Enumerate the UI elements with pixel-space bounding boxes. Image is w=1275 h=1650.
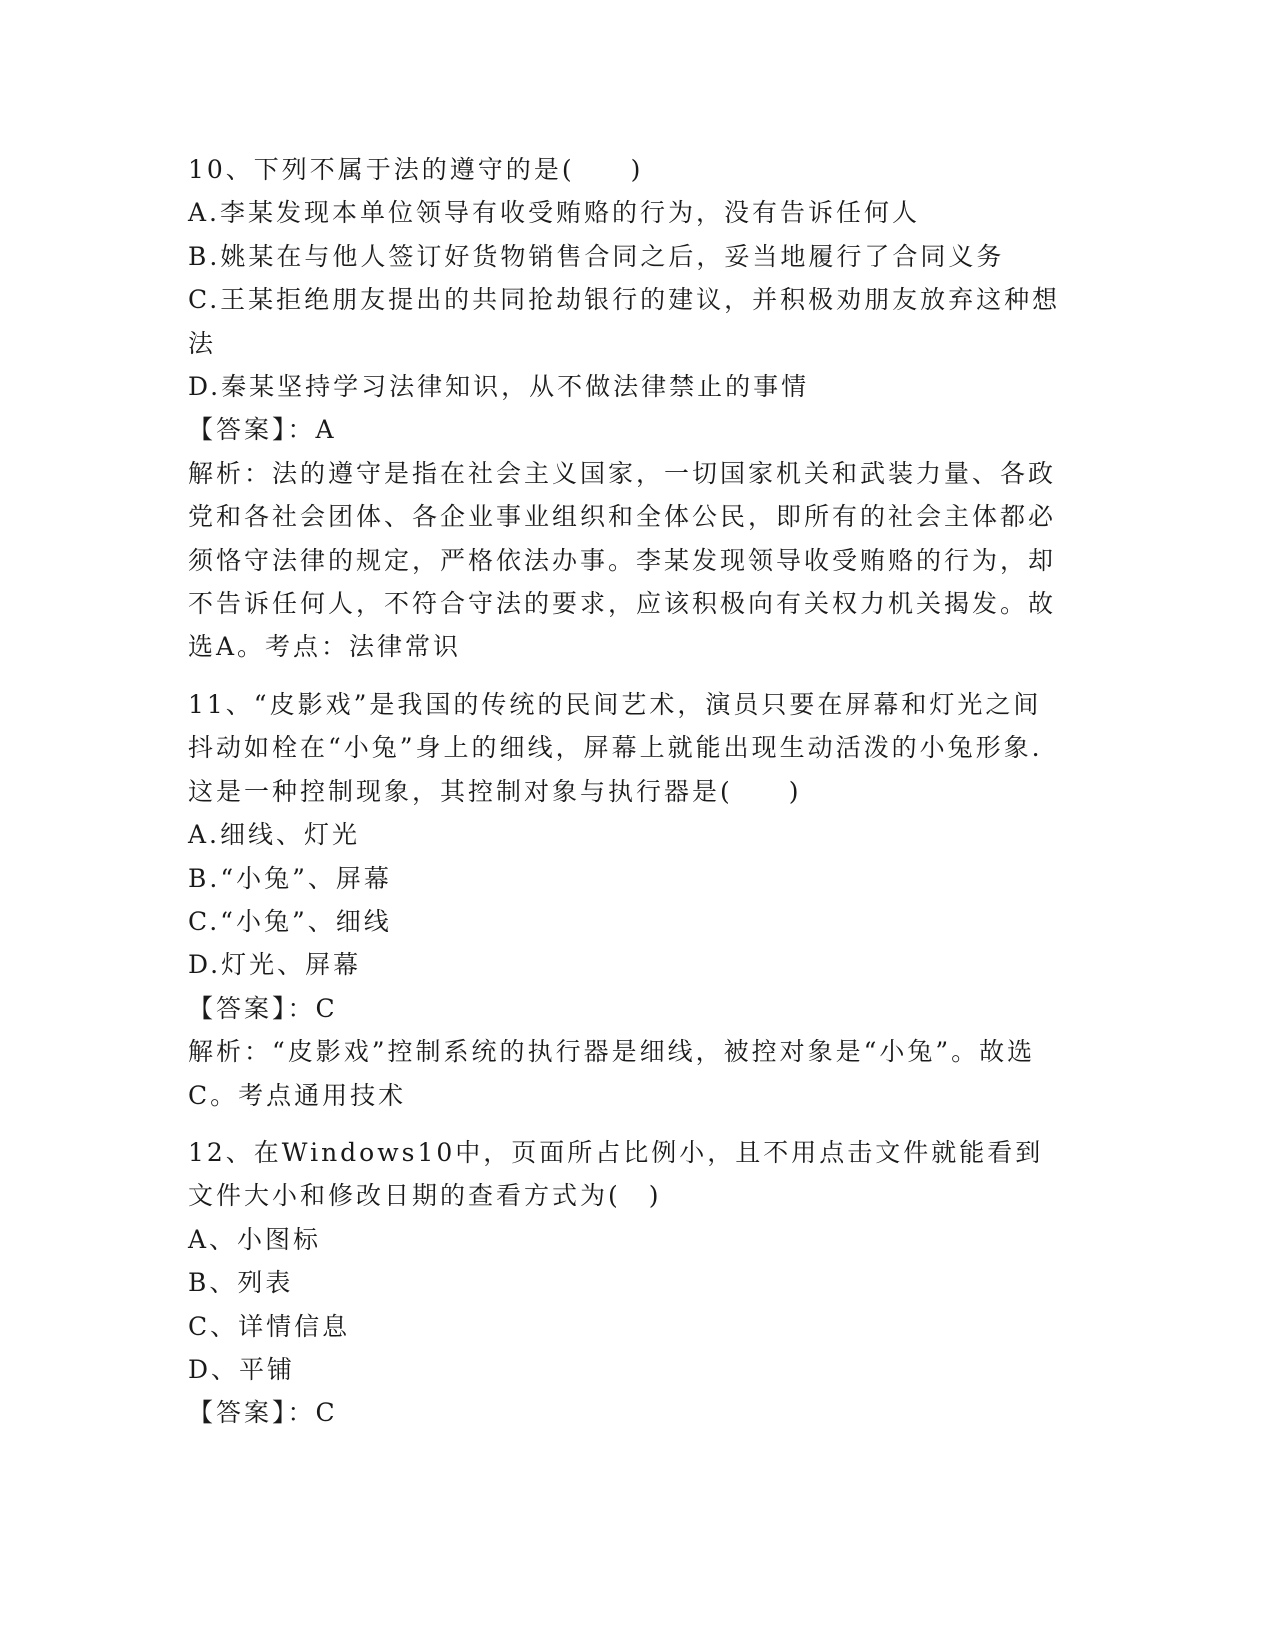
option-c: C.王某拒绝朋友提出的共同抢劫银行的建议，并积极劝朋友放弃这种想法 [188,285,1061,358]
option-a: A.李某发现本单位领导有收受贿赂的行为，没有告诉任何人 [188,198,921,228]
option-c: C.“小兔”、细线 [188,906,392,936]
option-b: B.姚某在与他人签订好货物销售合同之后，妥当地履行了合同义务 [188,241,1005,271]
question-10 [188,148,1068,669]
answer-value: A [315,415,337,445]
option-a: A.细线、灯光 [188,820,361,850]
document-page [188,148,1068,1435]
option-b: B、列表 [188,1268,294,1298]
question-12 [188,1131,1068,1435]
analysis-text: 解析：“皮影戏”控制系统的执行器是细线，被控对象是“小兔”。故选C。考点通用技术 [188,1037,1036,1110]
option-d: D、平铺 [188,1354,296,1384]
question-stem: 12、在Windows10中，页面所占比例小，且不用点击文件就能看到文件大小和修改日期的查看方式为( ) [188,1137,1044,1211]
option-c: C、详情信息 [188,1311,351,1341]
option-b: B.“小兔”、屏幕 [188,863,392,893]
question-11 [188,683,1068,1117]
answer-label: 【答案】： [188,415,316,445]
question-stem: 11、“皮影戏”是我国的传统的民间艺术，演员只要在屏幕和灯光之间抖动如栓在“小兔”身上的细线，屏幕上就能出现生动活泼的小兔形象.这是一种控制现象，其控制对象与执行器是( ) [188,689,1043,806]
analysis-text: 解析：法的遵守是指在社会主义国家，一切国家机关和武装力量、各政党和各社会团体、各企业事业组织和全体公民，即所有的社会主体都必须恪守法律的规定，严格依法办事。李某发现领导收受贿赂的行为，却不告诉任何人，不符合守法的要求，应该积极向有关权力机关揭发。故选A。考点：法律常识 [188,458,1057,662]
question-stem: 10、下列不属于法的遵守的是( ) [188,155,644,184]
answer-line [188,987,1068,1030]
answer-line [188,408,1068,451]
answer-value: C [315,1398,338,1428]
answer-value: C [315,993,338,1023]
answer-line [188,1391,1068,1434]
answer-label: 【答案】： [188,993,316,1023]
option-a: A、小图标 [188,1224,322,1254]
option-d: D.灯光、屏幕 [188,950,362,980]
answer-label: 【答案】： [188,1398,316,1428]
option-d: D.秦某坚持学习法律知识，从不做法律禁止的事情 [188,372,810,402]
